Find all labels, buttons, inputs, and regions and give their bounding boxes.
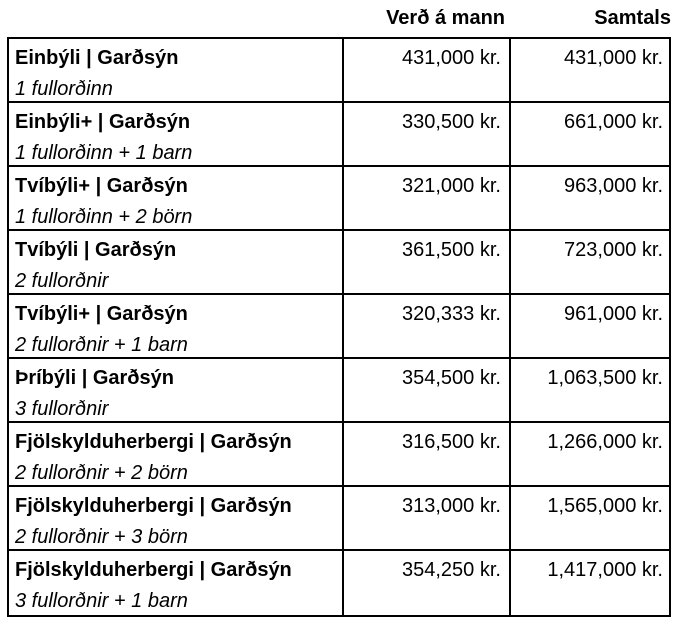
price-per-person: 431,000 kr. bbox=[344, 39, 511, 101]
price-total: 1,417,000 kr. bbox=[547, 559, 663, 581]
price-total: 661,000 kr. bbox=[564, 111, 663, 133]
room-type-label: Þríbýli | Garðsýn bbox=[15, 367, 174, 389]
table-row bbox=[9, 423, 669, 487]
room-type-label: Fjölskylduherbergi | Garðsýn bbox=[15, 431, 292, 453]
room-cell bbox=[9, 103, 344, 165]
room-cell bbox=[9, 423, 344, 485]
price-per-person: 320,333 kr. bbox=[344, 295, 511, 357]
occupancy-label: 1 fullorðinn bbox=[15, 78, 113, 100]
header-total: Samtals bbox=[594, 7, 671, 29]
table-row bbox=[9, 295, 669, 359]
occupancy-label: 3 fullorðnir bbox=[15, 398, 109, 420]
occupancy-label: 2 fullorðnir + 3 börn bbox=[15, 526, 188, 548]
table-row bbox=[9, 487, 669, 551]
table-body bbox=[7, 37, 671, 617]
room-type-label: Tvíbýli+ | Garðsýn bbox=[15, 175, 188, 197]
price-per-person: 354,500 kr. bbox=[344, 359, 511, 421]
table-row bbox=[9, 551, 669, 617]
price-total: 723,000 kr. bbox=[564, 239, 663, 261]
room-cell bbox=[9, 295, 344, 357]
price-total: 1,565,000 kr. bbox=[547, 495, 663, 517]
price-per-person: 321,000 kr. bbox=[344, 167, 511, 229]
room-type-label: Tvíbýli | Garðsýn bbox=[15, 239, 177, 261]
price-per-person: 313,000 kr. bbox=[344, 487, 511, 549]
price-per-person: 361,500 kr. bbox=[344, 231, 511, 293]
price-per-person: 316,500 kr. bbox=[344, 423, 511, 485]
table-header-row bbox=[7, 0, 671, 37]
price-total: 431,000 kr. bbox=[564, 47, 663, 69]
room-cell bbox=[9, 231, 344, 293]
room-type-label: Fjölskylduherbergi | Garðsýn bbox=[15, 495, 292, 517]
occupancy-label: 2 fullorðnir bbox=[15, 270, 109, 292]
room-cell bbox=[9, 39, 344, 101]
occupancy-label: 2 fullorðnir + 1 barn bbox=[15, 334, 188, 356]
room-cell bbox=[9, 487, 344, 549]
table-row bbox=[9, 359, 669, 423]
room-type-label: Tvíbýli+ | Garðsýn bbox=[15, 303, 188, 325]
table-row bbox=[9, 103, 669, 167]
occupancy-label: 1 fullorðinn + 1 barn bbox=[15, 142, 193, 164]
price-total: 963,000 kr. bbox=[564, 175, 663, 197]
price-per-person: 330,500 kr. bbox=[344, 103, 511, 165]
room-cell bbox=[9, 359, 344, 421]
occupancy-label: 1 fullorðinn + 2 börn bbox=[15, 206, 193, 228]
header-per-person: Verð á mann bbox=[386, 7, 505, 29]
room-cell bbox=[9, 551, 344, 615]
price-total: 1,266,000 kr. bbox=[547, 431, 663, 453]
table-row bbox=[9, 231, 669, 295]
room-type-label: Einbýli+ | Garðsýn bbox=[15, 111, 191, 133]
occupancy-label: 2 fullorðnir + 2 börn bbox=[15, 462, 188, 484]
price-total: 1,063,500 kr. bbox=[547, 367, 663, 389]
room-cell bbox=[9, 167, 344, 229]
room-type-label: Fjölskylduherbergi | Garðsýn bbox=[15, 559, 292, 581]
table-row bbox=[9, 39, 669, 103]
price-table bbox=[7, 0, 671, 617]
price-total: 961,000 kr. bbox=[564, 303, 663, 325]
price-per-person: 354,250 kr. bbox=[344, 551, 511, 615]
table-row bbox=[9, 167, 669, 231]
room-type-label: Einbýli | Garðsýn bbox=[15, 47, 179, 69]
occupancy-label: 3 fullorðnir + 1 barn bbox=[15, 590, 188, 612]
